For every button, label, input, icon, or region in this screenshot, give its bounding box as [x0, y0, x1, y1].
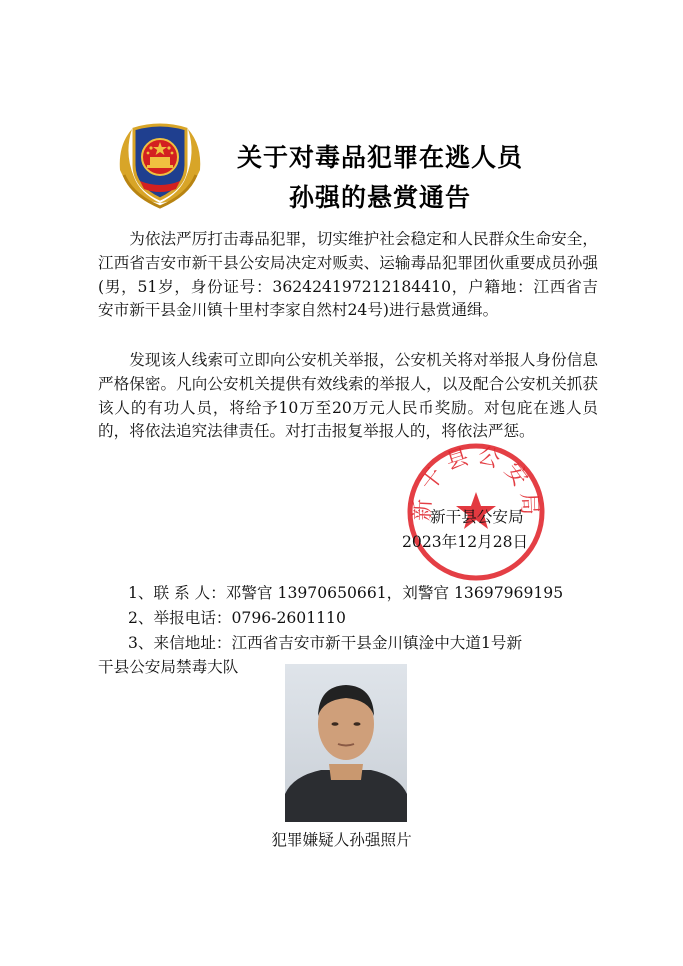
mailing-address-continued: 干县公安局禁毒大队	[98, 658, 239, 676]
signature-organization: 新干县公安局	[430, 508, 524, 526]
person-silhouette-icon	[285, 664, 407, 822]
report-phone: 2、举报电话：0796-2601110	[128, 609, 346, 627]
photo-caption: 犯罪嫌疑人孙强照片	[271, 831, 412, 849]
notice-paragraph-2: 发现该人线索可立即向公安机关举报，公安机关将对举报人身份信息严格保密。凡向公安机关提供有效线索的举报人，以及配合公安机关抓获该人的有功人员，将给予10万至20万元人民币奖励。对包庇在逃人员的，将依法追究法律责任。对打击报复举报人的，将依法严惩。	[98, 351, 598, 441]
seal-text: 新干县公安局	[410, 443, 542, 522]
notice-paragraph-1: 为依法严厉打击毒品犯罪，切实维护社会稳定和人民群众生命安全，江西省吉安市新干县公安局决定对贩卖、运输毒品犯罪团伙重要成员孙强(男，51岁，身份证号：362424197212184410，户籍地：江西省吉安市新干县金川镇十里村李家自然村24号)进行悬赏通缉。	[98, 230, 598, 320]
signature-date: 2023年12月28日	[402, 533, 529, 551]
contact-person: 1、联 系 人：邓警官 13970650661，刘警官 13697969195	[128, 584, 564, 602]
mailing-address: 3、来信地址：江西省吉安市新干县金川镇淦中大道1号新	[128, 634, 523, 652]
notice-title-line1: 关于对毒品犯罪在逃人员	[236, 143, 523, 172]
notice-title-line2: 孙强的悬赏通告	[288, 183, 471, 212]
police-emblem-icon	[110, 115, 210, 215]
suspect-photo	[285, 664, 407, 822]
